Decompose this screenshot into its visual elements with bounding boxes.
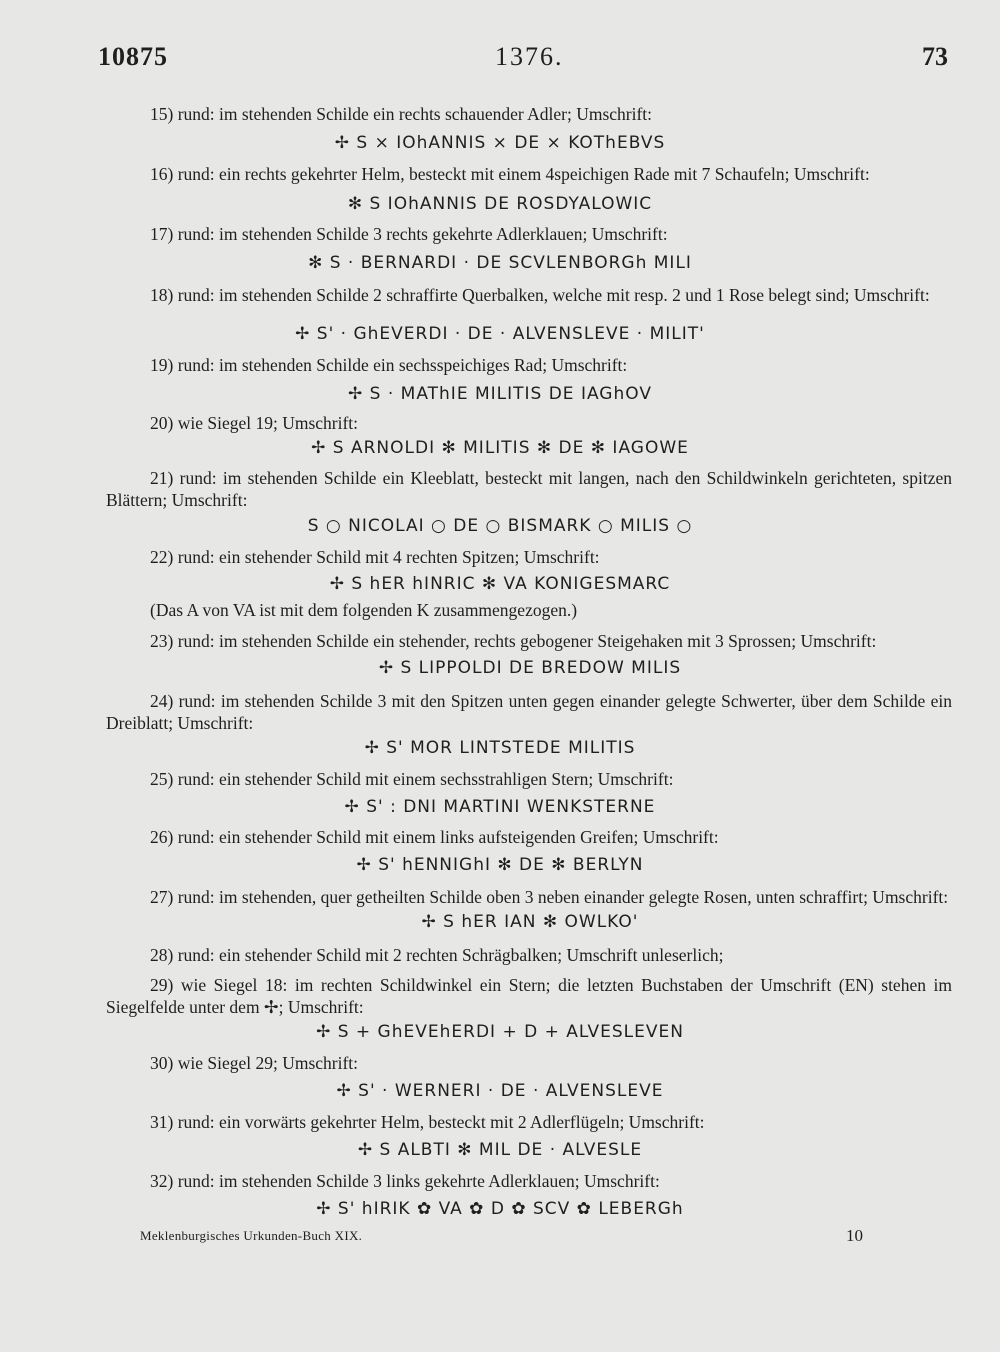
seal-entry-25: 25) rund: ein stehender Schild mit einem sechsstrahligen Stern; Umschrift: — [150, 769, 674, 789]
seal-legend-18: ✢ S' · GhEVERDI · DE · ALVENSLEVE · MILIT' — [295, 324, 705, 344]
document-number: 10875 — [98, 42, 168, 71]
seal-entry-19: 19) rund: im stehenden Schilde ein sechsspeichiges Rad; Umschrift: — [150, 355, 628, 375]
seal-note-22: (Das A von VA ist mit dem folgenden K zusammengezogen.) — [150, 600, 578, 620]
seal-entry-29: 29) wie Siegel 18: im rechten Schildwinkel ein Stern; die letzten Buchstaben der Umschrift (EN) stehen im Siegelfelde unter dem ✢; Umschrift: — [106, 975, 952, 1017]
seal-entry-32: 32) rund: im stehenden Schilde 3 links gekehrte Adlerklauen; Umschrift: — [150, 1171, 660, 1191]
seal-entry-16: 16) rund: ein rechts gekehrter Helm, besteckt mit einem 4speichigen Rade mit 7 Schaufeln; Umschrift: — [150, 164, 870, 184]
seal-entry-26: 26) rund: ein stehender Schild mit einem links aufsteigenden Greifen; Umschrift: — [150, 827, 719, 847]
page-number-top: 73 — [922, 42, 948, 71]
seal-legend-23: ✢ S LIPPOLDI DE BREDOW MILIS — [378, 658, 682, 678]
seal-entry-22: 22) rund: ein stehender Schild mit 4 rechten Spitzen; Umschrift: — [150, 547, 600, 567]
seal-entry-24: 24) rund: im stehenden Schilde 3 mit den Spitzen unten gegen einander gelegte Schwerter, über dem Schilde ein Dreiblatt; Umschrift: — [106, 691, 952, 733]
footer-sheet-number: 10 — [846, 1226, 863, 1245]
footer-book-title: Meklenburgisches Urkunden-Buch XIX. — [140, 1228, 363, 1243]
seal-legend-26: ✢ S' hENNIGhI ✻ DE ✻ BERLYN — [356, 855, 644, 875]
seal-legend-17: ✻ S · BERNARDI · DE SCVLENBORGh MILI — [308, 253, 692, 273]
seal-legend-29: ✢ S + GhEVEhERDI + D + ALVESLEVEN — [316, 1022, 684, 1042]
seal-legend-15: ✢ S × IOhANNIS × DE × KOThEBVS — [334, 133, 666, 153]
seal-entry-15: 15) rund: im stehenden Schilde ein rechts schauender Adler; Umschrift: — [150, 104, 653, 124]
seal-entry-28: 28) rund: ein stehender Schild mit 2 rechten Schrägbalken; Umschrift unleserlich; — [150, 945, 724, 965]
seal-entry-18: 18) rund: im stehenden Schilde 2 schraffirte Querbalken, welche mit resp. 2 und 1 Rose belegt sind; Umschrift: — [150, 285, 930, 305]
seal-entry-31: 31) rund: ein vorwärts gekehrter Helm, besteckt mit 2 Adlerflügeln; Umschrift: — [150, 1112, 705, 1132]
seal-legend-22: ✢ S hER hINRIC ✻ VA KONIGESMARC — [329, 574, 671, 594]
seal-entry-21: 21) rund: im stehenden Schilde ein Kleeblatt, besteckt mit langen, nach den Schildwinkeln gerichteten, spitzen Blättern; Umschrift: — [106, 468, 952, 510]
seal-legend-30: ✢ S' · WERNERI · DE · ALVENSLEVE — [336, 1081, 664, 1101]
seal-entry-17: 17) rund: im stehenden Schilde 3 rechts gekehrte Adlerklauen; Umschrift: — [150, 224, 668, 244]
seal-legend-20: ✢ S ARNOLDI ✻ MILITIS ✻ DE ✻ IAGOWE — [311, 438, 689, 458]
seal-entry-23: 23) rund: im stehenden Schilde ein stehender, rechts gebogener Steigehaken mit 3 Sprossen; Umschrift: — [150, 631, 877, 651]
seal-legend-21: S ○ NICOLAI ○ DE ○ BISMARK ○ MILIS ○ — [307, 516, 693, 536]
seal-legend-19: ✢ S · MAThIE MILITIS DE IAGhOV — [348, 384, 652, 404]
seal-legend-24: ✢ S' MOR LINTSTEDE MILITIS — [364, 738, 636, 758]
seal-entry-27: 27) rund: im stehenden, quer getheilten Schilde oben 3 neben einander gelegte Rosen, unten schraffirt; Umschrift: — [150, 887, 949, 907]
seal-entry-30: 30) wie Siegel 29; Umschrift: — [150, 1053, 359, 1073]
seal-legend-32: ✢ S' hIRIK ✿ VA ✿ D ✿ SCV ✿ LEBERGh — [316, 1199, 684, 1219]
seal-legend-27: ✢ S hER IAN ✻ OWLKO' — [421, 912, 639, 932]
year-heading: 1376. — [495, 42, 564, 71]
seal-legend-16: ✻ S IOhANNIS DE ROSDYALOWIC — [347, 194, 653, 214]
seal-entry-20: 20) wie Siegel 19; Umschrift: — [150, 413, 359, 433]
seal-legend-31: ✢ S ALBTI ✻ MIL DE · ALVESLE — [357, 1140, 643, 1160]
seal-legend-25: ✢ S' : DNI MARTINI WENKSTERNE — [344, 797, 656, 817]
